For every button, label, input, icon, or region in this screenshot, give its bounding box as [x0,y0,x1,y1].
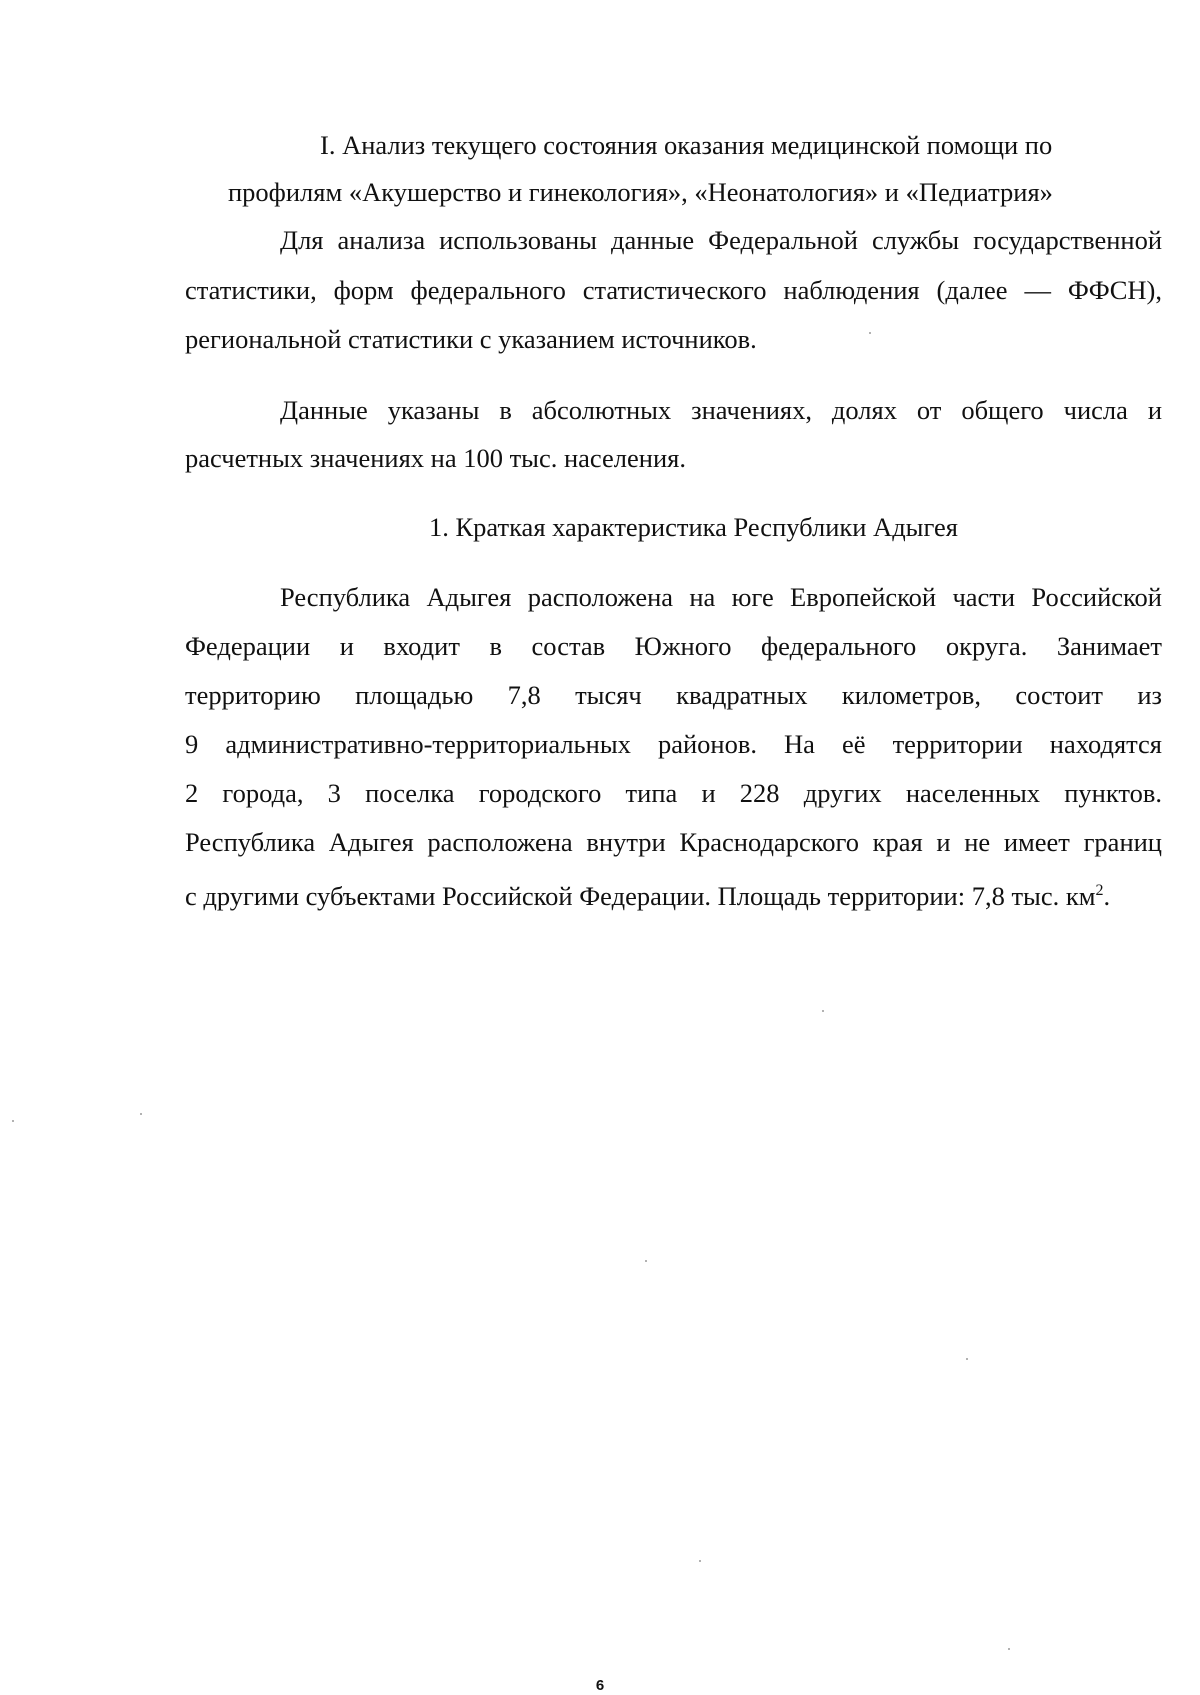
scan-speck [699,1560,701,1562]
paragraph-3-line-6: Республика Адыгея расположена внутри Краснодарского края и не имеет границ [185,827,1162,857]
paragraph-3-line-1: Республика Адыгея расположена на юге Европейской части Российской [280,582,1162,612]
paragraph-3-line-4: 9 административно-территориальных районов. На её территории находятся [185,729,1162,759]
scan-speck [12,1120,14,1122]
paragraph-1-line-3: региональной статистики с указанием источников. [185,324,757,354]
scan-speck [1008,1648,1010,1650]
paragraph-3-line-7 [185,874,1110,913]
paragraph-3-line-3: территорию площадью 7,8 тысяч квадратных километров, состоит из [185,680,1162,710]
paragraph-1-line-1: Для анализа использованы данные Федеральной службы государственной [280,225,1162,255]
scan-speck [966,1358,968,1360]
section-title: 1. Краткая характеристика Республики Адыгея [429,512,958,542]
scan-speck [140,1113,142,1115]
heading-line-1: I. Анализ текущего состояния оказания медицинской помощи по [320,130,1053,160]
paragraph-2-line-2: расчетных значениях на 100 тыс. населения. [185,443,686,473]
scan-speck [869,332,871,334]
paragraph-1-line-2: статистики, форм федерального статистического наблюдения (далее — ФФСН), [185,275,1162,305]
area-unit-superscript: 2 [1095,882,1104,899]
paragraph-2-line-1: Данные указаны в абсолютных значениях, долях от общего числа и [280,395,1162,425]
paragraph-3-line-2: Федерации и входит в состав Южного федерального округа. Занимает [185,631,1162,661]
area-text-end: . [1103,880,1111,911]
scan-speck [645,1260,647,1262]
paragraph-3-line-5: 2 города, 3 поселка городского типа и 228 других населенных пунктов. [185,778,1162,808]
page-number: 6 [595,1677,605,1694]
scan-speck [822,1010,824,1012]
heading-line-2: профилям «Акушерство и гинекология», «Неонатология» и «Педиатрия» [228,177,1053,207]
area-text: с другими субъектами Российской Федерации. Площадь территории: 7,8 тыс. км [185,880,1096,911]
